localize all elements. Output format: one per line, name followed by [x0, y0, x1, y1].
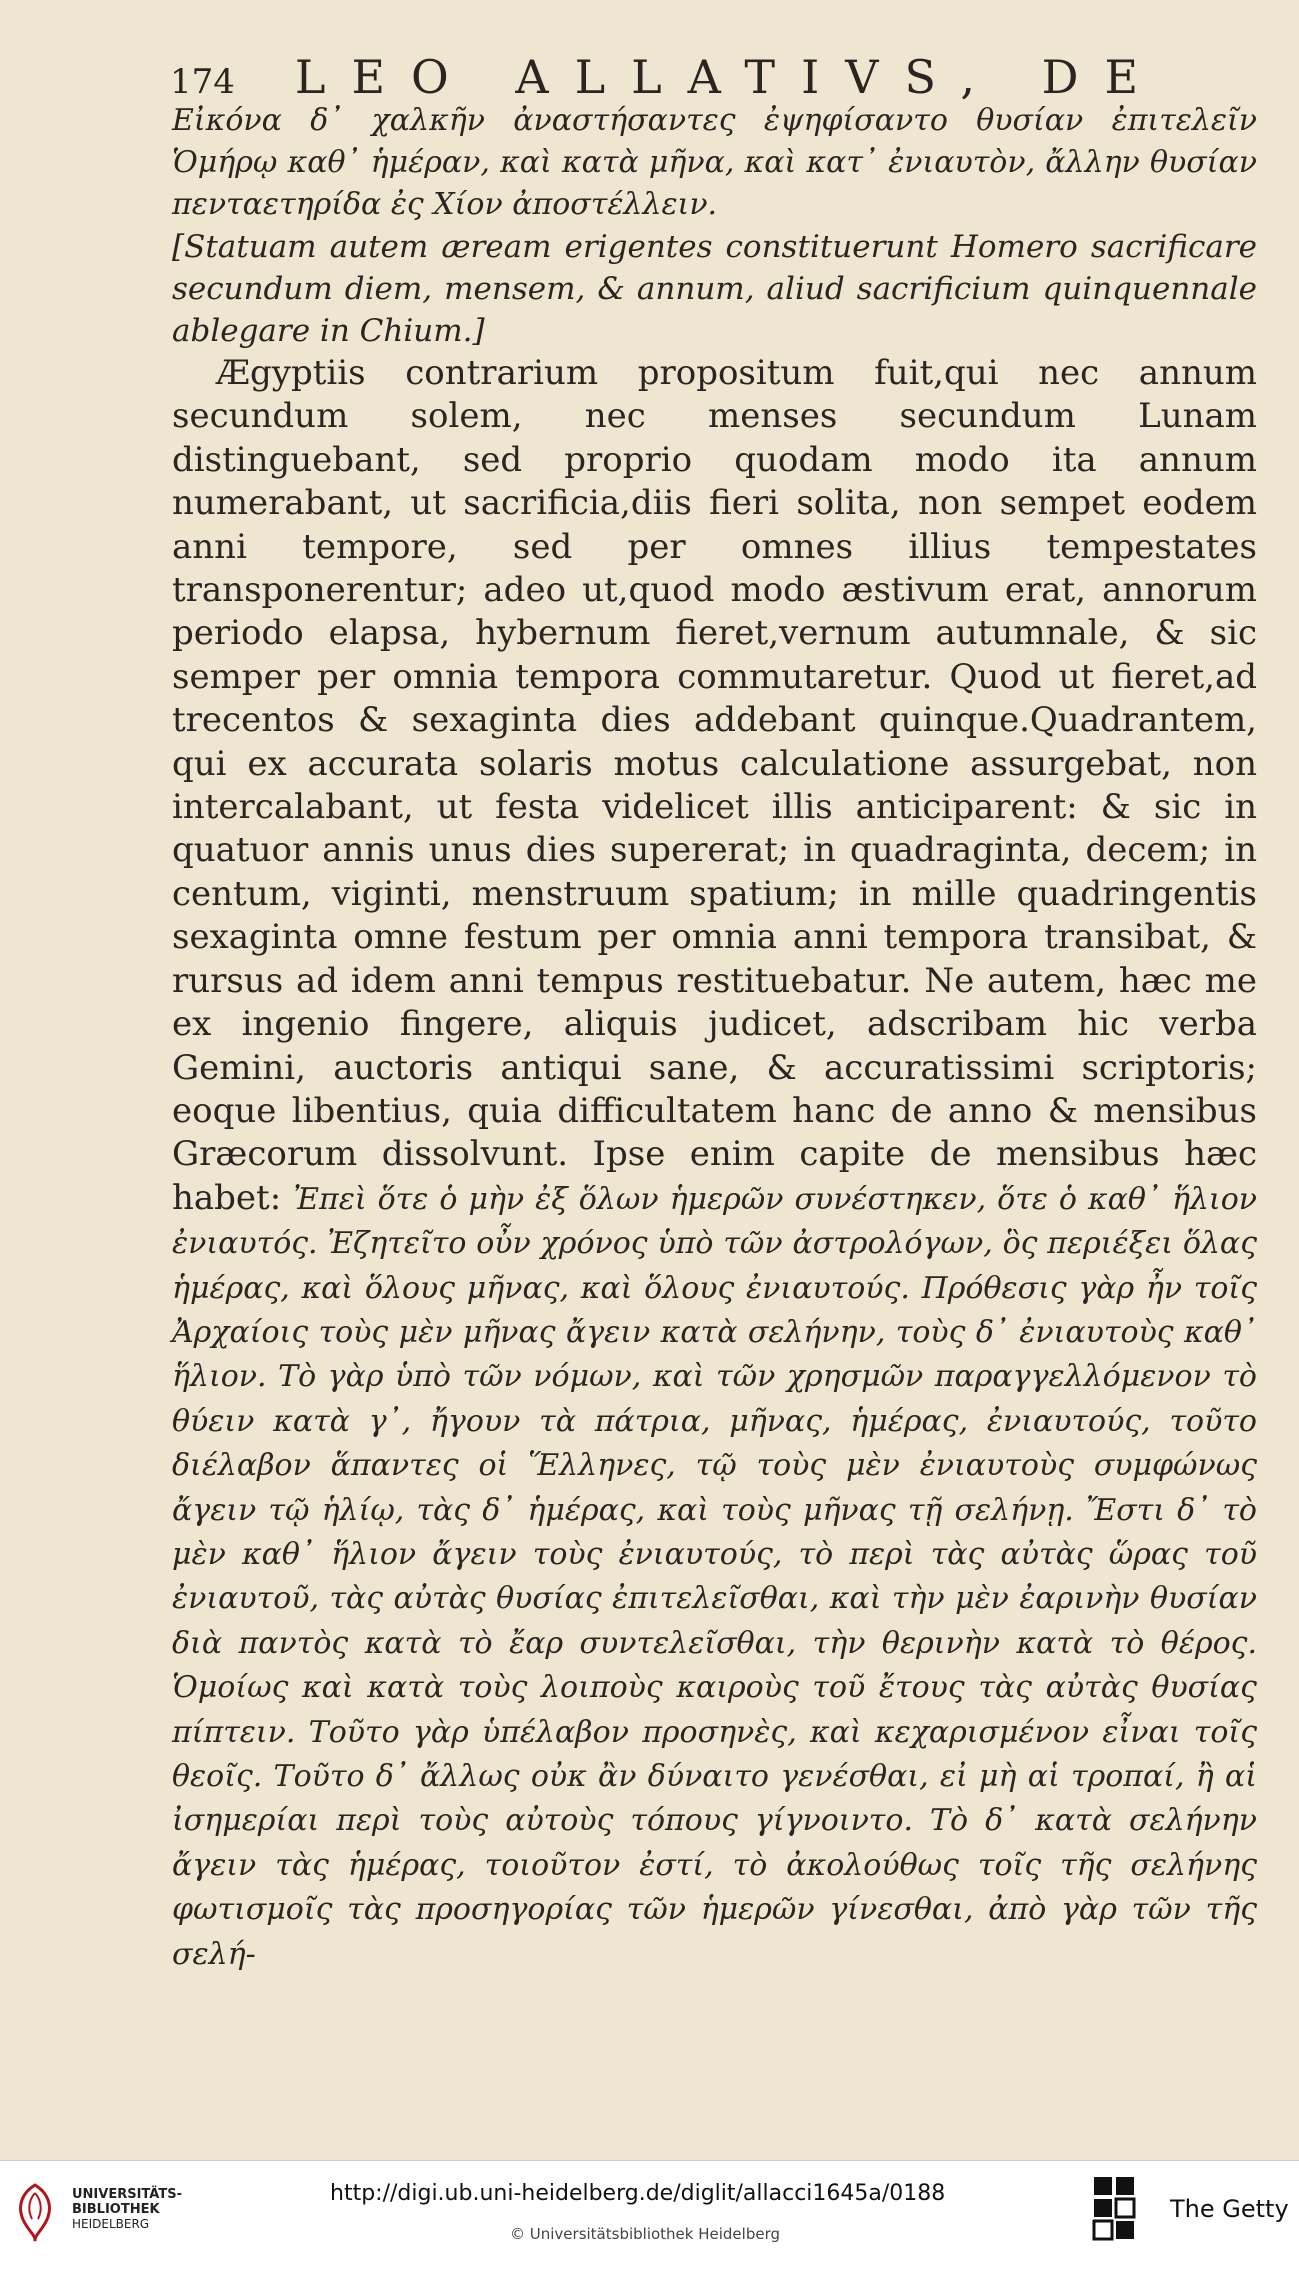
- getty-logo-icon: [1092, 2175, 1136, 2253]
- copyright-notice: © Universitätsbibliothek Heidelberg: [510, 2225, 781, 2243]
- main-paragraph-greek: Ἐπεὶ ὅτε ὁ μὴν ἐξ ὅλων ἡμερῶν συνέστηκεν, ὅτε ὁ καθ᾽ ἥλιον ἐνιαυτός. Ἐζητεῖτο οὖν χρόνος ὑπὸ τῶν ἀστρολόγων, ὃς περιέξει ὅλας ἡμέρας, καὶ ὅλους μῆνας, καὶ ὅλους ἐνιαυτούς. Πρόθεσις γὰρ ἦν τοῖς Ἀρχαίοις τοὺς μὲν μῆνας ἄγειν κατὰ σελήνην, τοὺς δ᾽ ἐνιαυτοὺς καθ᾽ ἥλιον. Τὸ γὰρ ὑπὸ τῶν νόμων, καὶ τῶν χρησμῶν παραγγελλόμενον τὸ θύειν κατὰ γ᾽, ἤγουν τὰ πάτρια, μῆνας, ἡμέρας, ἐνιαυτούς, τοῦτο διέλαβον ἅπαντες οἱ Ἕλληνες, τῷ τοὺς μὲν ἐνιαυτοὺς συμφώνως ἄγειν τῷ ἡλίῳ, τὰς δ᾽ ἡμέρας, καὶ τοὺς μῆνας τῇ σελήνῃ. Ἔστι δ᾽ τὸ μὲν καθ᾽ ἥλιον ἄγειν τοὺς ἐνιαυτούς, τὸ περὶ τὰς αὐτὰς ὥρας τοῦ ἐνιαυτοῦ, τὰς αὐτὰς θυσίας ἐπιτελεῖσθαι, καὶ τὴν μὲν ἐαρινὴν θυσίαν διὰ παντὸς κατὰ τὸ ἔαρ συντελεῖσθαι, τὴν θερινὴν κατὰ τὸ θέρος. Ὁμοίως καὶ κατὰ τοὺς λοιποὺς καιροὺς τοῦ ἔτους τὰς αὐτὰς θυσίας πίπτειν. Τοῦτο γὰρ ὑπέλαβον προσηνὲς, καὶ κεχαρισμένον εἶναι τοῖς θεοῖς. Τοῦτο δ᾽ ἄλλως οὐκ ἂν δύναιτο γενέσθαι, εἰ μὴ αἱ τροπαί, ἢ αἱ ἰσημερίαι περὶ τοὺς αὐτοὺς τόπους γίγνοιντο. Τὸ δ᾽ κατὰ σελήνην ἄγειν τὰς ἡμέρας, τοιοῦτον ἐστί, τὸ ἀκολούθως τοῖς τῆς σελήνης φωτισμοῖς τὰς προσηγορίας τῶν ἡμερῶν γίνεσθαι, ἀπὸ γὰρ τῶν τῆς σελή-: [172, 1181, 1257, 1972]
- partner-name: The Getty: [1170, 2195, 1289, 2223]
- running-title: LEO ALLATIVS, DE: [294, 50, 1165, 104]
- main-paragraph-latin: Ægyptiis contrarium propositum fuit,qui nec annum secundum solem, nec menses secundum Lunam distinguebant, sed proprio quodam modo ita annum numerabant, ut sacrificia,diis fieri solita, non sempet eodem anni tempore, sed per omnes illius tempestates transponerentur; adeo ut,quod modo æstivum erat, annorum periodo elapsa, hybernum fieret,vernum autumnale, & sic semper per omnia tempora commutaretur. Quod ut fieret,ad trecentos & sexaginta dies addebant quinque.Quadrantem, qui ex accurata solaris motus calculatione assurgebat, non intercalabant, ut festa videlicet illis anticiparent: & sic in quatuor annis unus dies supererat; in quadraginta, decem; in centum, viginti, menstruum spatium; in mille quadringentis sexaginta omne festum per omnia anni tempora transibat, & rursus ad idem anni tempus restituebatur. Ne autem, hæc me ex ingenio fingere, aliquis judicet, adscribam hic verba Gemini, auctoris antiqui sane, & accuratissimi scriptoris; eoque libentius, quia difficultatem hanc de anno & mensibus Græcorum dissolvunt. Ipse enim capite de mensibus hæc habet:: [172, 353, 1257, 1218]
- greek-intro-text: Εἰκόνα δ᾽ χαλκῆν ἀναστήσαντες ἐψηφίσαντο θυσίαν ἐπιτελεῖν Ὁμήρῳ καθ᾽ ἡμέραν, καὶ κατὰ μῆνα, καὶ κατ᾽ ἐνιαυτὸν, ἄλλην θυσίαν πενταετηρίδα ἐς Χίον ἀποστέλλειν.: [172, 103, 1257, 222]
- page-number: 174: [170, 62, 235, 102]
- main-paragraph: [172, 352, 1257, 1976]
- latin-translation: [Statuam autem æream erigentes constituerunt Homero sacrificare secundum diem, mensem, & annum, aliud sacrificium quinquennale ablegare in Chium.]: [172, 229, 1257, 349]
- university-library-logo-icon: [14, 2183, 56, 2243]
- body-text: [172, 100, 1257, 1972]
- permalink-url[interactable]: http://digi.ub.uni-heidelberg.de/diglit/allacci1645a/0188: [330, 2181, 946, 2206]
- institution-name: UNIVERSITÄTS- BIBLIOTHEK HEIDELBERG: [72, 2187, 182, 2231]
- viewer-footer: [0, 2160, 1299, 2269]
